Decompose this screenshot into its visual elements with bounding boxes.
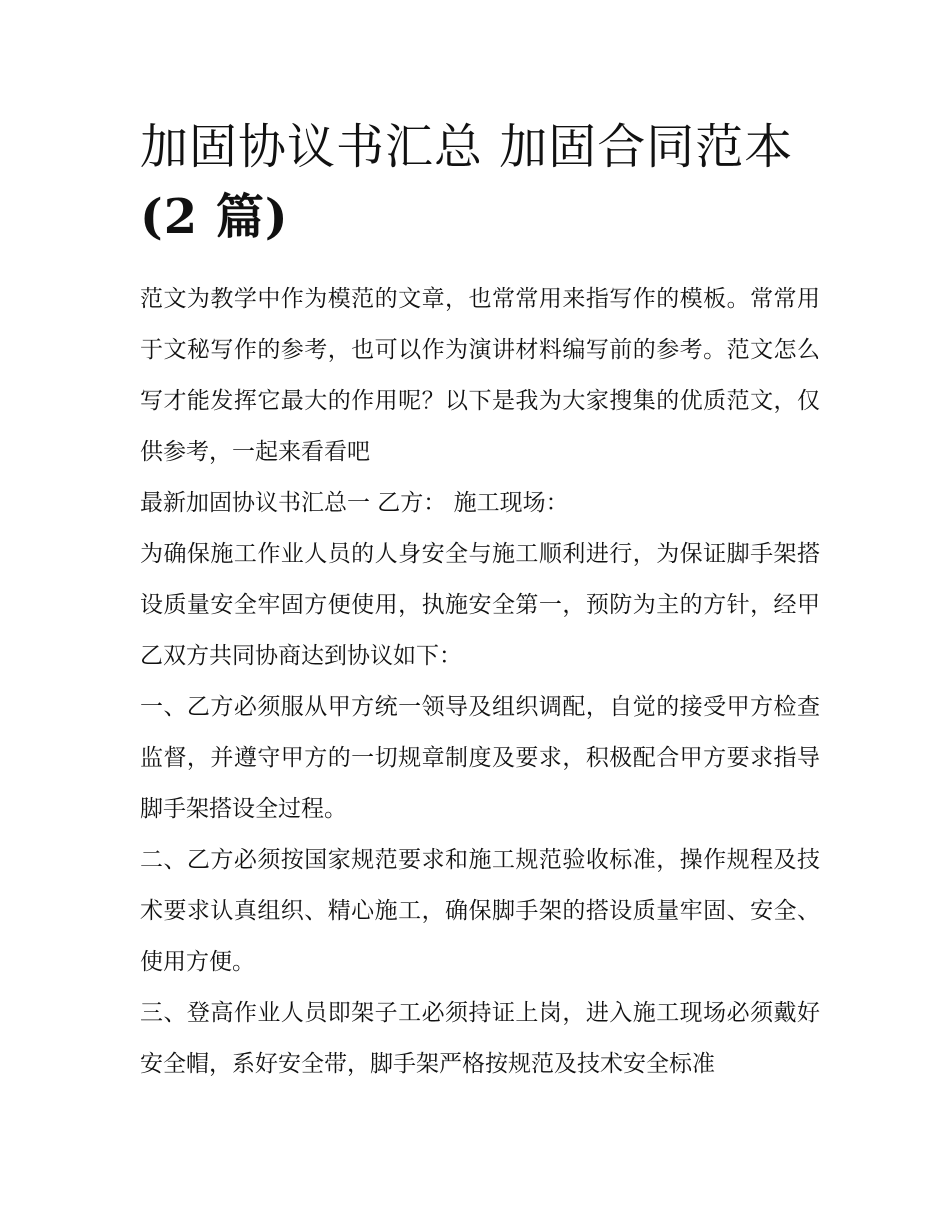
intro-paragraph: 范文为教学中作为模范的文章，也常常用来指写作的模板。常常用于文秘写作的参考，也可以作为演讲材料编写前的参考。范文怎么写才能发挥它最大的作用呢？以下是我为大家搜集的优质范文，仅供参考，一起来看看吧: [140, 286, 820, 465]
purpose-paragraph: 为确保施工作业人员的人身安全与施工顺利进行，为保证脚手架搭设质量安全牢固方便使用，执施安全第一，预防为主的方针，经甲乙双方共同协商达到协议如下：: [140, 541, 820, 669]
document-title: [140, 112, 820, 252]
title-line-1: 加固协议书汇总 加固合同范本: [140, 119, 794, 175]
clause-1: 一、乙方必须服从甲方统一领导及组织调配，自觉的接受甲方检查监督，并遵守甲方的一切规章制度及要求，积极配合甲方要求指导脚手架搭设全过程。: [140, 694, 820, 822]
section-heading: 最新加固协议书汇总一 乙方： 施工现场：: [140, 490, 569, 516]
clause-2: 二、乙方必须按国家规范要求和施工规范验收标准，操作规程及技术要求认真组织、精心施工，确保脚手架的搭设质量牢固、安全、使用方便。: [140, 847, 820, 975]
document-body: [140, 274, 820, 1090]
title-line-2: (2 篇): [140, 189, 289, 245]
clause-3: 三、登高作业人员即架子工必须持证上岗，进入施工现场必须戴好安全帽，系好安全带，脚手架严格按规范及技术安全标准: [140, 1000, 820, 1077]
